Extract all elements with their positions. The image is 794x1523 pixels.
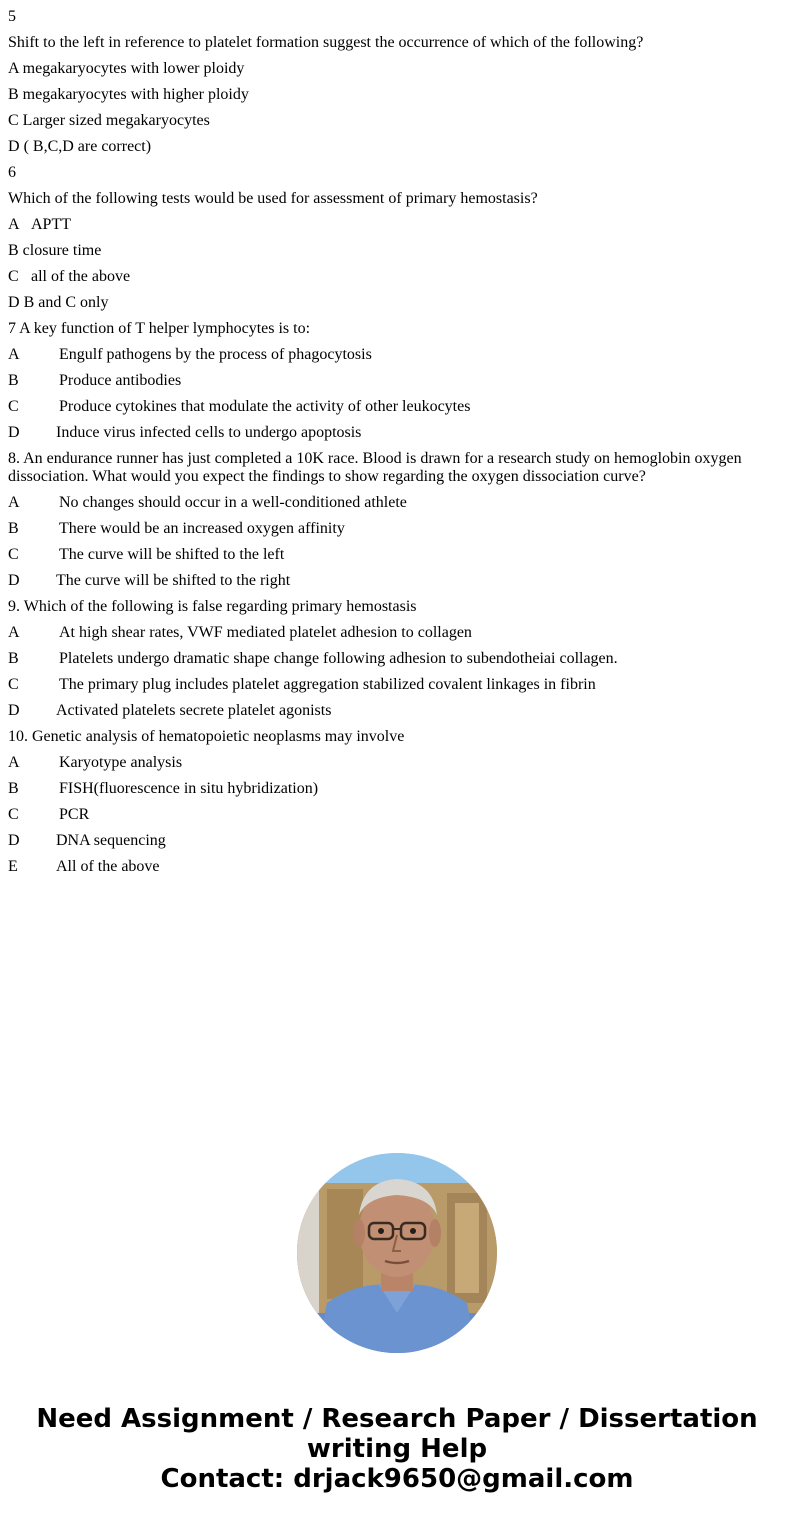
answer-option — [8, 372, 786, 390]
option-text: No changes should occur in a well-conditioned athlete — [59, 494, 407, 511]
answer-option — [8, 858, 786, 876]
question-text: 8. An endurance runner has just completed a 10K race. Blood is drawn for a research study on hemoglobin oxygen dissociation. What would you expect the findings to show regarding the oxygen dissociation curve? — [8, 450, 742, 485]
question-list — [8, 8, 786, 876]
option-text: Induce virus infected cells to undergo apoptosis — [56, 424, 362, 441]
promo-line-2: writing Help — [306, 1434, 488, 1464]
answer-option — [8, 520, 786, 538]
option-letter: C — [8, 546, 19, 563]
option-text: closure time — [22, 242, 102, 259]
option-text: megakaryocytes with lower ploidy — [22, 60, 245, 77]
option-text: ( B,C,D are correct) — [23, 138, 152, 155]
option-text: The primary plug includes platelet aggregation stabilized covalent linkages in fibrin — [59, 676, 596, 693]
answer-option — [8, 346, 786, 364]
option-text: Platelets undergo dramatic shape change following adhesion to subendotheiai collagen. — [59, 650, 618, 667]
question-text: 5 — [8, 8, 16, 25]
answer-option — [8, 294, 786, 312]
option-text: Karyotype analysis — [59, 754, 183, 771]
answer-option — [8, 494, 786, 512]
option-text: There would be an increased oxygen affinity — [59, 520, 345, 537]
promo-line-3: Contact: drjack9650@gmail.com — [160, 1464, 634, 1494]
answer-option — [8, 624, 786, 642]
question-text: Shift to the left in reference to platelet formation suggest the occurrence of which of the following? — [8, 34, 644, 51]
option-letter: C — [8, 676, 19, 693]
option-text: FISH(fluorescence in situ hybridization) — [59, 780, 319, 797]
promo-banner — [0, 1404, 794, 1494]
answer-option — [8, 216, 786, 234]
question-text: Which of the following tests would be used for assessment of primary hemostasis? — [8, 190, 538, 207]
option-letter: A — [8, 216, 20, 233]
option-letter: A — [8, 60, 19, 77]
option-letter: B — [8, 650, 19, 667]
answer-option — [8, 780, 786, 798]
author-photo — [297, 1153, 497, 1353]
answer-option — [8, 242, 786, 260]
option-text: Engulf pathogens by the process of phagocytosis — [59, 346, 372, 363]
option-text: Activated platelets secrete platelet agonists — [56, 702, 332, 719]
question-text: 10. Genetic analysis of hematopoietic neoplasms may involve — [8, 728, 405, 745]
answer-option — [8, 424, 786, 442]
answer-option — [8, 60, 786, 78]
option-text: The curve will be shifted to the left — [59, 546, 285, 563]
answer-option — [8, 702, 786, 720]
answer-option — [8, 572, 786, 590]
option-letter: B — [8, 86, 19, 103]
option-letter: C — [8, 806, 19, 823]
answer-option — [8, 268, 786, 286]
option-letter: B — [8, 242, 19, 259]
answer-option — [8, 398, 786, 416]
option-letter: B — [8, 520, 19, 537]
question-document — [8, 0, 786, 1123]
answer-option — [8, 86, 786, 104]
answer-option — [8, 754, 786, 772]
promo-line-1: Need Assignment / Research Paper / Dissertation — [36, 1404, 758, 1434]
question-text: 9. Which of the following is false regarding primary hemostasis — [8, 598, 417, 615]
option-letter: B — [8, 780, 19, 797]
option-letter: A — [8, 346, 20, 363]
option-letter: C — [8, 112, 19, 129]
option-text: APTT — [31, 216, 71, 233]
option-text: Produce antibodies — [59, 372, 182, 389]
answer-option — [8, 676, 786, 694]
option-letter: D — [8, 832, 20, 849]
option-letter: D — [8, 424, 20, 441]
option-letter: C — [8, 398, 19, 415]
answer-option — [8, 138, 786, 156]
option-letter: A — [8, 494, 20, 511]
author-portrait-icon — [297, 1153, 497, 1353]
option-letter: D — [8, 572, 20, 589]
option-text: PCR — [59, 806, 90, 823]
option-text: megakaryocytes with higher ploidy — [22, 86, 249, 103]
option-letter: D — [8, 138, 20, 155]
answer-option — [8, 546, 786, 564]
option-text: all of the above — [31, 268, 131, 285]
option-text: All of the above — [56, 858, 160, 875]
option-text: Larger sized megakaryocytes — [22, 112, 210, 129]
option-letter: C — [8, 268, 19, 285]
option-text: Produce cytokines that modulate the activity of other leukocytes — [59, 398, 471, 415]
option-letter: A — [8, 624, 20, 641]
option-letter: E — [8, 858, 18, 875]
option-letter: D — [8, 702, 20, 719]
option-text: The curve will be shifted to the right — [56, 572, 291, 589]
answer-option — [8, 650, 786, 668]
answer-option — [8, 832, 786, 850]
option-letter: A — [8, 754, 20, 771]
question-text: 6 — [8, 164, 16, 181]
option-letter: D — [8, 294, 20, 311]
option-text: At high shear rates, VWF mediated platelet adhesion to collagen — [59, 624, 472, 641]
answer-option — [8, 112, 786, 130]
option-text: DNA sequencing — [56, 832, 166, 849]
answer-option — [8, 806, 786, 824]
option-letter: B — [8, 372, 19, 389]
option-text: B and C only — [23, 294, 109, 311]
question-text: 7 A key function of T helper lymphocytes is to: — [8, 320, 311, 337]
